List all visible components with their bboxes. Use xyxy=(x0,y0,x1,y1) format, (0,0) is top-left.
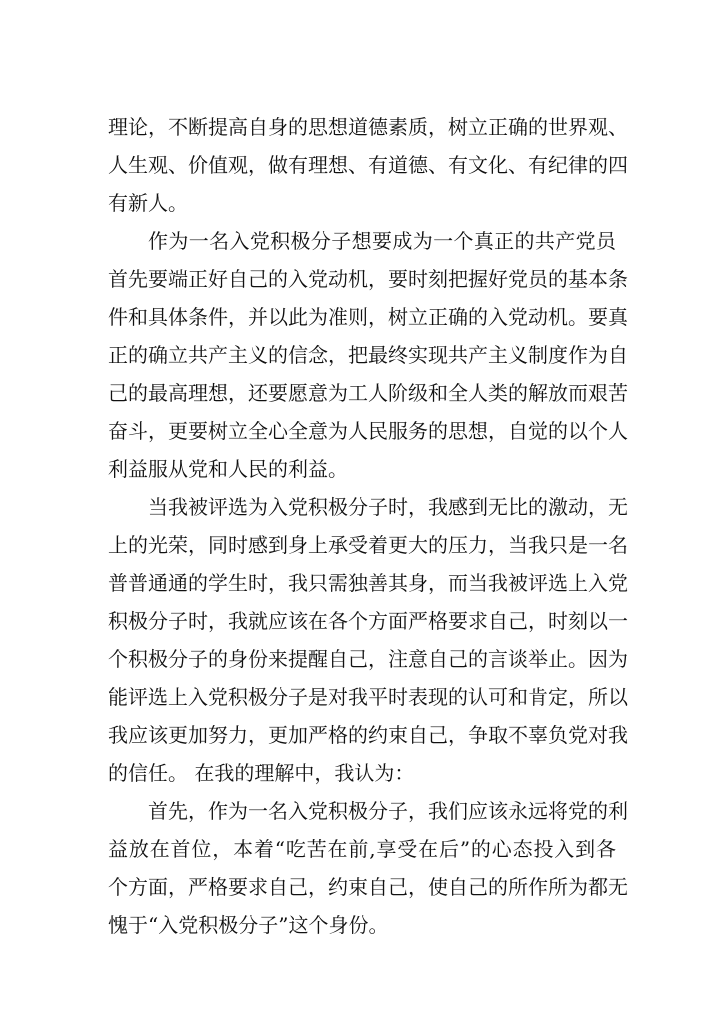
text-line: 个方面，严格要求自己，约束自己，使自己的所作所为都无 xyxy=(108,875,628,899)
paragraph xyxy=(108,108,628,222)
document-page xyxy=(108,108,628,944)
text-line: 人生观、价值观，做有理想、有道德、有文化、有纪律的四 xyxy=(108,153,628,177)
text-line: 能评选上入党积极分子是对我平时表现的认可和肯定，所以 xyxy=(108,685,628,709)
paragraph xyxy=(108,222,628,488)
text-line: 的信任。 在我的理解中，我认为： xyxy=(108,761,415,785)
text-line: 首先要端正好自己的入党动机，要时刻把握好党员的基本条 xyxy=(108,267,628,291)
text-line: 作为一名入党积极分子想要成为一个真正的共产党员 xyxy=(148,229,616,253)
text-line: 正的确立共产主义的信念，把最终实现共产主义制度作为自 xyxy=(108,343,628,367)
text-line: 上的光荣，同时感到身上承受着更大的压力，当我只是一名 xyxy=(108,533,628,557)
text-line: 理论，不断提高自身的思想道德素质，树立正确的世界观、 xyxy=(108,115,628,139)
text-line: 己的最高理想，还要愿意为工人阶级和全人类的解放而艰苦 xyxy=(108,381,628,405)
text-line: 件和具体条件，并以此为准则，树立正确的入党动机。要真 xyxy=(108,305,628,329)
text-line: 当我被评选为入党积极分子时，我感到无比的激动，无 xyxy=(148,495,628,519)
text-line: 积极分子时，我就应该在各个方面严格要求自己，时刻以一 xyxy=(108,609,628,633)
text-line: 愧于“入党积极分子”这个身份。 xyxy=(108,913,389,937)
text-line: 个积极分子的身份来提醒自己，注意自己的言谈举止。因为 xyxy=(108,647,628,671)
text-line: 奋斗，更要树立全心全意为人民服务的思想，自觉的以个人 xyxy=(108,419,628,443)
text-line: 有新人。 xyxy=(108,191,188,215)
paragraph xyxy=(108,488,628,792)
text-line: 益放在首位，本着“吃苦在前,享受在后”的心态投入到各 xyxy=(108,837,616,861)
paragraph xyxy=(108,792,628,944)
text-line: 我应该更加努力，更加严格的约束自己，争取不辜负党对我 xyxy=(108,723,628,747)
text-line: 普普通通的学生时，我只需独善其身，而当我被评选上入党 xyxy=(108,571,628,595)
text-line: 首先，作为一名入党积极分子，我们应该永远将党的利 xyxy=(148,799,628,823)
text-line: 利益服从党和人民的利益。 xyxy=(108,457,348,481)
